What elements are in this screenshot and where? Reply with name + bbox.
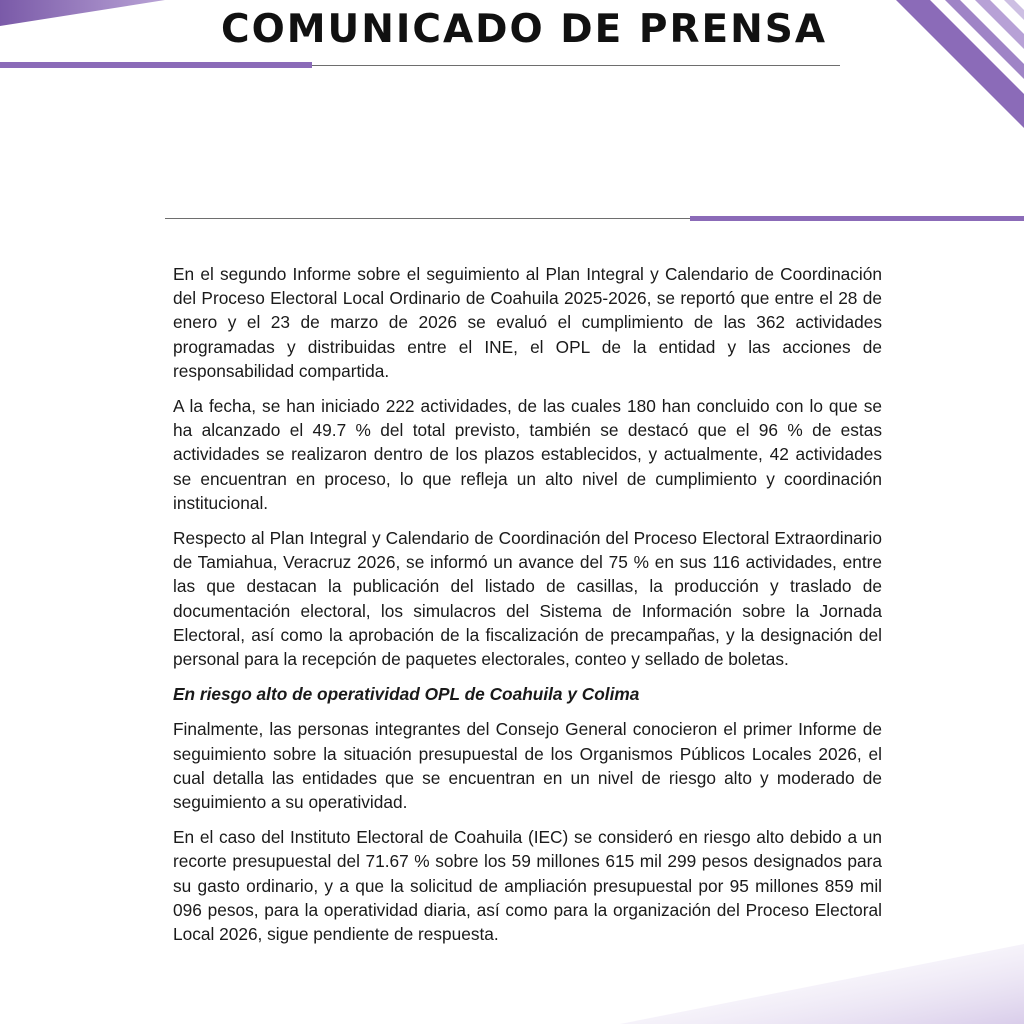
paragraph-3: Respecto al Plan Integral y Calendario de Coordinación del Proceso Electoral Extraordinario de Tamiahua, Veracruz 2026, se informó un avance del 75 % en sus 116 actividades, entre las que destacan la publicación del listado de casillas, la producción y traslado de documentación electoral, los simulacros del Sistema de Información sobre la Jornada Electoral, así como la aprobación de la fiscalización de precampañas, y la designación del personal para la recepción de paquetes electorales, conteo y sellado de boletas. — [173, 528, 882, 670]
paragraph-2: A la fecha, se han iniciado 222 actividades, de las cuales 180 han concluido con lo que se ha alcanzado el 49.7 % del total previsto, también se destacó que el 96 % de estas actividades se realizaron dentro de los plazos establecidos, y actualmente, 42 actividades se encuentran en proceso, lo que refleja un alto nivel de cumplimiento y coordinación institucional. — [173, 396, 882, 513]
paragraph-4: Finalmente, las personas integrantes del Consejo General conocieron el primer Informe de seguimiento sobre la situación presupuestal de los Organismos Públicos Locales 2026, el cual detalla las entidades que se encuentran en un nivel de riesgo alto y moderado de seguimiento a su operatividad. — [173, 719, 882, 813]
header-rule-accent — [0, 62, 312, 68]
paragraph-1: En el segundo Informe sobre el seguimiento al Plan Integral y Calendario de Coordinación del Proceso Electoral Local Ordinario de Coahuila 2025-2026, se reportó que entre el 28 de enero y el 23 de marzo de 2026 se evaluó el cumplimiento de las 362 actividades programadas y distribuidas entre el INE, el OPL de la entidad y las acciones de responsabilidad compartida. — [173, 264, 882, 381]
mid-rule-accent — [690, 216, 1024, 221]
press-release-body — [173, 262, 882, 957]
page-title: COMUNICADO DE PRENSA — [220, 7, 828, 52]
paragraph-5: En el caso del Instituto Electoral de Coahuila (IEC) se consideró en riesgo alto debido a un recorte presupuestal del 71.67 % sobre los 59 millones 615 mil 299 pesos designados para su gasto ordinario, y a que la solicitud de ampliación presupuestal por 95 millones 859 mil 096 pesos, para la operatividad diaria, así como para la organización del Proceso Electoral Local 2026, sigue pendiente de respuesta. — [173, 827, 882, 945]
section-subheading: En riesgo alto de operatividad OPL de Coahuila y Colima — [173, 684, 640, 705]
